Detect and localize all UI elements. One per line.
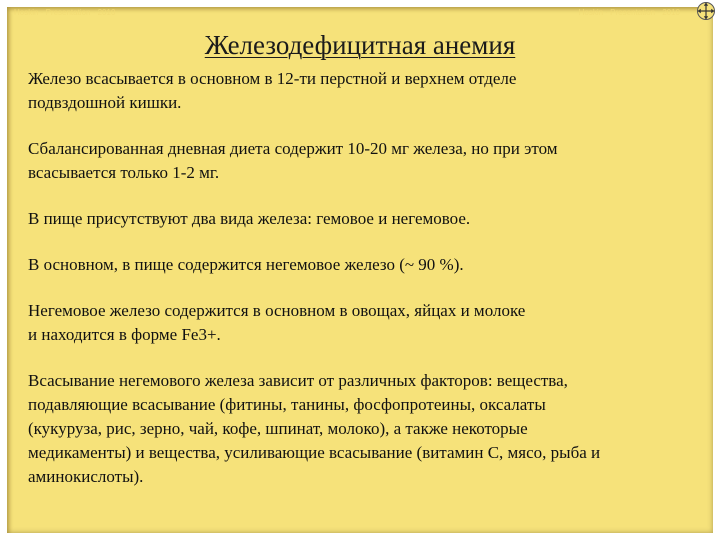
text-line: В основном, в пище содержится негемовое железо (~ 90 %). [28, 255, 464, 274]
text-line: подвздошной кишки. [28, 93, 182, 112]
text-line: Железо всасывается в основном в 12-ти перстной и верхнем отделе [28, 69, 517, 88]
paragraph-nonheme-sources [28, 299, 708, 347]
watermark-left: Hoskin · Presentation · 2010 [14, 8, 116, 17]
text-line: Сбалансированная дневная диета содержит 10-20 мг железа, но при этом [28, 139, 558, 158]
text-line: Всасывание негемового железа зависит от различных факторов: вещества, [28, 371, 568, 390]
text-line: и находится в форме Fe3+. [28, 325, 221, 344]
text-line: подавляющие всасывание (фитины, танины, фосфопротеины, оксалаты [28, 395, 546, 414]
text-line: В пище присутствуют два вида железа: гемовое и негемовое. [28, 209, 471, 228]
text-line: аминокислоты). [28, 467, 144, 486]
text-line: (кукуруза, рис, зерно, чай, кофе, шпинат, молоко), а также некоторые [28, 419, 528, 438]
move-arrows-icon[interactable] [696, 1, 716, 21]
text-line: Негемовое железо содержится в основном в овощах, яйцах и молоке [28, 301, 526, 320]
text-line: всасывается только 1-2 мг. [28, 163, 220, 182]
paragraph-nonheme-share [28, 253, 708, 277]
paragraph-absorption-factors [28, 369, 708, 489]
paragraph-iron-types [28, 207, 708, 231]
text-line: медикаменты) и вещества, усиливающие всасывание (витамин С, мясо, рыба и [28, 443, 601, 462]
paragraph-daily-diet [28, 137, 708, 185]
watermark-right: Hoskin · Presentation · 2010 [578, 8, 680, 17]
paragraph-absorption-site [28, 67, 708, 115]
slide-title: Железодефицитная анемия [204, 30, 516, 60]
slide-body [28, 67, 708, 511]
